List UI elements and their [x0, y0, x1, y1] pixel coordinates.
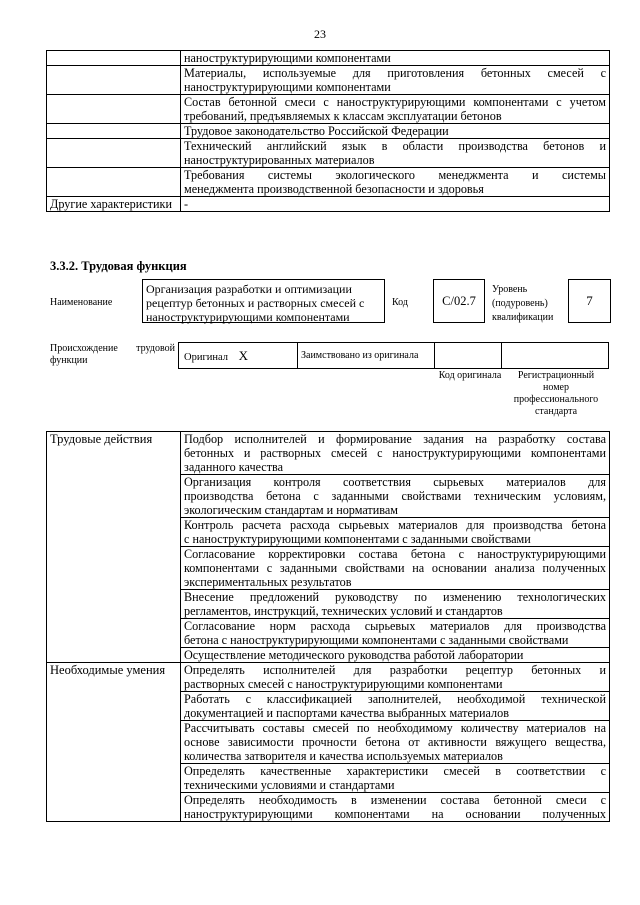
text-line: Внесение предложений руководству по изменению технологических — [184, 590, 606, 604]
function-item — [181, 518, 610, 547]
row-label — [47, 66, 181, 95]
text-line: Согласование норм расхода сырьевых материалов для производства — [184, 619, 606, 633]
text-line: количества затворителя и качества используемых материалов — [184, 749, 503, 763]
function-item — [181, 793, 610, 822]
row-label — [47, 168, 181, 197]
function-row — [47, 432, 610, 475]
group-label: Трудовые действия — [47, 432, 181, 663]
text-line: растворных смесей с наноструктурирующими компонентами — [184, 677, 503, 691]
function-item — [181, 692, 610, 721]
text-line: Работать с классификацией заполнителей, необходимой технической — [184, 692, 606, 706]
text-line: Определять качественные характеристики смесей в соответствии с — [184, 764, 606, 778]
knowledge-row — [47, 139, 610, 168]
knowledge-row — [47, 168, 610, 197]
page-number: 23 — [314, 27, 326, 41]
text-line: - — [184, 197, 189, 211]
code-value-box: С/02.7 — [433, 279, 485, 323]
text-line: Технический английский язык в области производства бетонов и — [184, 139, 606, 153]
level-value-box: 7 — [568, 279, 611, 323]
text-line: менеджмента производственной безопасности и здоровья — [184, 182, 484, 196]
text-line: Организация контроля соответствия сырьевых материалов для — [184, 475, 606, 489]
text-line: Согласование корректировки состава бетона с наноструктурирующими — [184, 547, 606, 561]
code-original-label: Код оригинала — [438, 370, 502, 381]
row-label: Другие характеристики — [47, 197, 181, 212]
row-label — [47, 139, 181, 168]
row-label — [47, 51, 181, 66]
function-item — [181, 619, 610, 648]
text-line: требований, предъявляемых к классам эксплуатации бетонов — [184, 109, 502, 123]
knowledge-table-continued — [46, 50, 610, 212]
original-cell — [179, 343, 298, 369]
function-item — [181, 432, 610, 475]
function-item — [181, 547, 610, 590]
original-mark: X — [238, 347, 249, 363]
knowledge-row — [47, 51, 610, 66]
knowledge-row — [47, 124, 610, 139]
original-label: Оригинал — [184, 351, 228, 363]
text-line: наноструктурирующими компонентами — [184, 80, 391, 94]
function-item — [181, 648, 610, 663]
labor-function-table — [46, 431, 610, 822]
row-text — [181, 197, 610, 212]
text-line: Определять необходимость в изменении состава бетонной смеси с — [184, 793, 606, 807]
knowledge-row — [47, 66, 610, 95]
code-label: Код — [392, 297, 408, 308]
text-line: основе зависимости прочности бетона от активности вяжущего вещества, — [184, 735, 606, 749]
text-line: техническими условиями и стандартами — [184, 778, 395, 792]
text-line: регламентов, инструкций, технических условий и стандартов — [184, 604, 503, 618]
text-line: Состав бетонной смеси с наноструктурирующими компонентами с учетом — [184, 95, 606, 109]
knowledge-row — [47, 197, 610, 212]
level-label: Уровень (подуровень) квалификации — [492, 284, 554, 323]
borrowed-label: Заимствовано из оригинала — [298, 343, 435, 369]
text-line: наноструктурирующими компонентами — [184, 51, 391, 65]
row-text — [181, 168, 610, 197]
row-text — [181, 51, 610, 66]
function-name-box: Организация разработки и оптимизации рецептур бетонных и растворных смесей с наноструктурирующими компонентами — [142, 279, 385, 323]
code-original-cell — [435, 343, 502, 369]
row-text — [181, 124, 610, 139]
name-label: Наименование — [50, 297, 113, 308]
function-item — [181, 764, 610, 793]
text-line: документацией и паспортами качества выбранных материалов — [184, 706, 509, 720]
function-item — [181, 590, 610, 619]
text-line: Материалы, используемые для приготовления бетонных смесей с — [184, 66, 606, 80]
reg-number-cell — [502, 343, 609, 369]
text-line: компонентами с заданными свойствами на основании анализа полученных — [184, 561, 606, 575]
function-item — [181, 721, 610, 764]
text-line: бетона с наноструктурирующими компонентами с заданными свойствами — [184, 633, 569, 647]
knowledge-row — [47, 95, 610, 124]
text-line: экологическим стандартам и нормативам — [184, 503, 399, 517]
group-label: Необходимые умения — [47, 663, 181, 822]
text-line: Трудовое законодательство Российской Федерации — [184, 124, 449, 138]
function-item — [181, 475, 610, 518]
text-line: экспериментальных результатов — [184, 575, 352, 589]
reg-number-label: Регистрационный номер профессионального стандарта — [513, 370, 599, 417]
text-line: Определять исполнителей для разработки рецептур бетонных и — [184, 663, 606, 677]
text-line: Рассчитывать составы смесей по необходимому количеству материалов на — [184, 721, 606, 735]
row-label — [47, 124, 181, 139]
row-label — [47, 95, 181, 124]
origin-table — [178, 342, 609, 369]
text-line: Требования системы экологического менеджмента и системы — [184, 168, 606, 182]
text-line: Контроль расчета расхода сырьевых материалов для производства бетона — [184, 518, 606, 532]
section-heading: 3.3.2. Трудовая функция — [50, 259, 187, 273]
row-text — [181, 66, 610, 95]
text-line: наноструктурированных материалов — [184, 153, 375, 167]
text-line: с наноструктурирующими компонентами с заданными свойствами — [184, 532, 531, 546]
function-row — [47, 663, 610, 692]
text-line: Подбор исполнителей и формирование задания на разработку состава — [184, 432, 606, 446]
text-line: заданного качества — [184, 460, 284, 474]
text-line: производства бетона с заданными свойствами техническим условиям, — [184, 489, 606, 503]
text-line: бетонных и растворных смесей с наноструктурирующими компонентами — [184, 446, 606, 460]
function-item — [181, 663, 610, 692]
text-line: наноструктурирующими компонентами на основании полученных — [184, 807, 606, 821]
origin-label: Происхождение трудовой функции — [50, 343, 175, 366]
text-line: Осуществление методического руководства работой лаборатории — [184, 648, 524, 662]
row-text — [181, 139, 610, 168]
row-text — [181, 95, 610, 124]
